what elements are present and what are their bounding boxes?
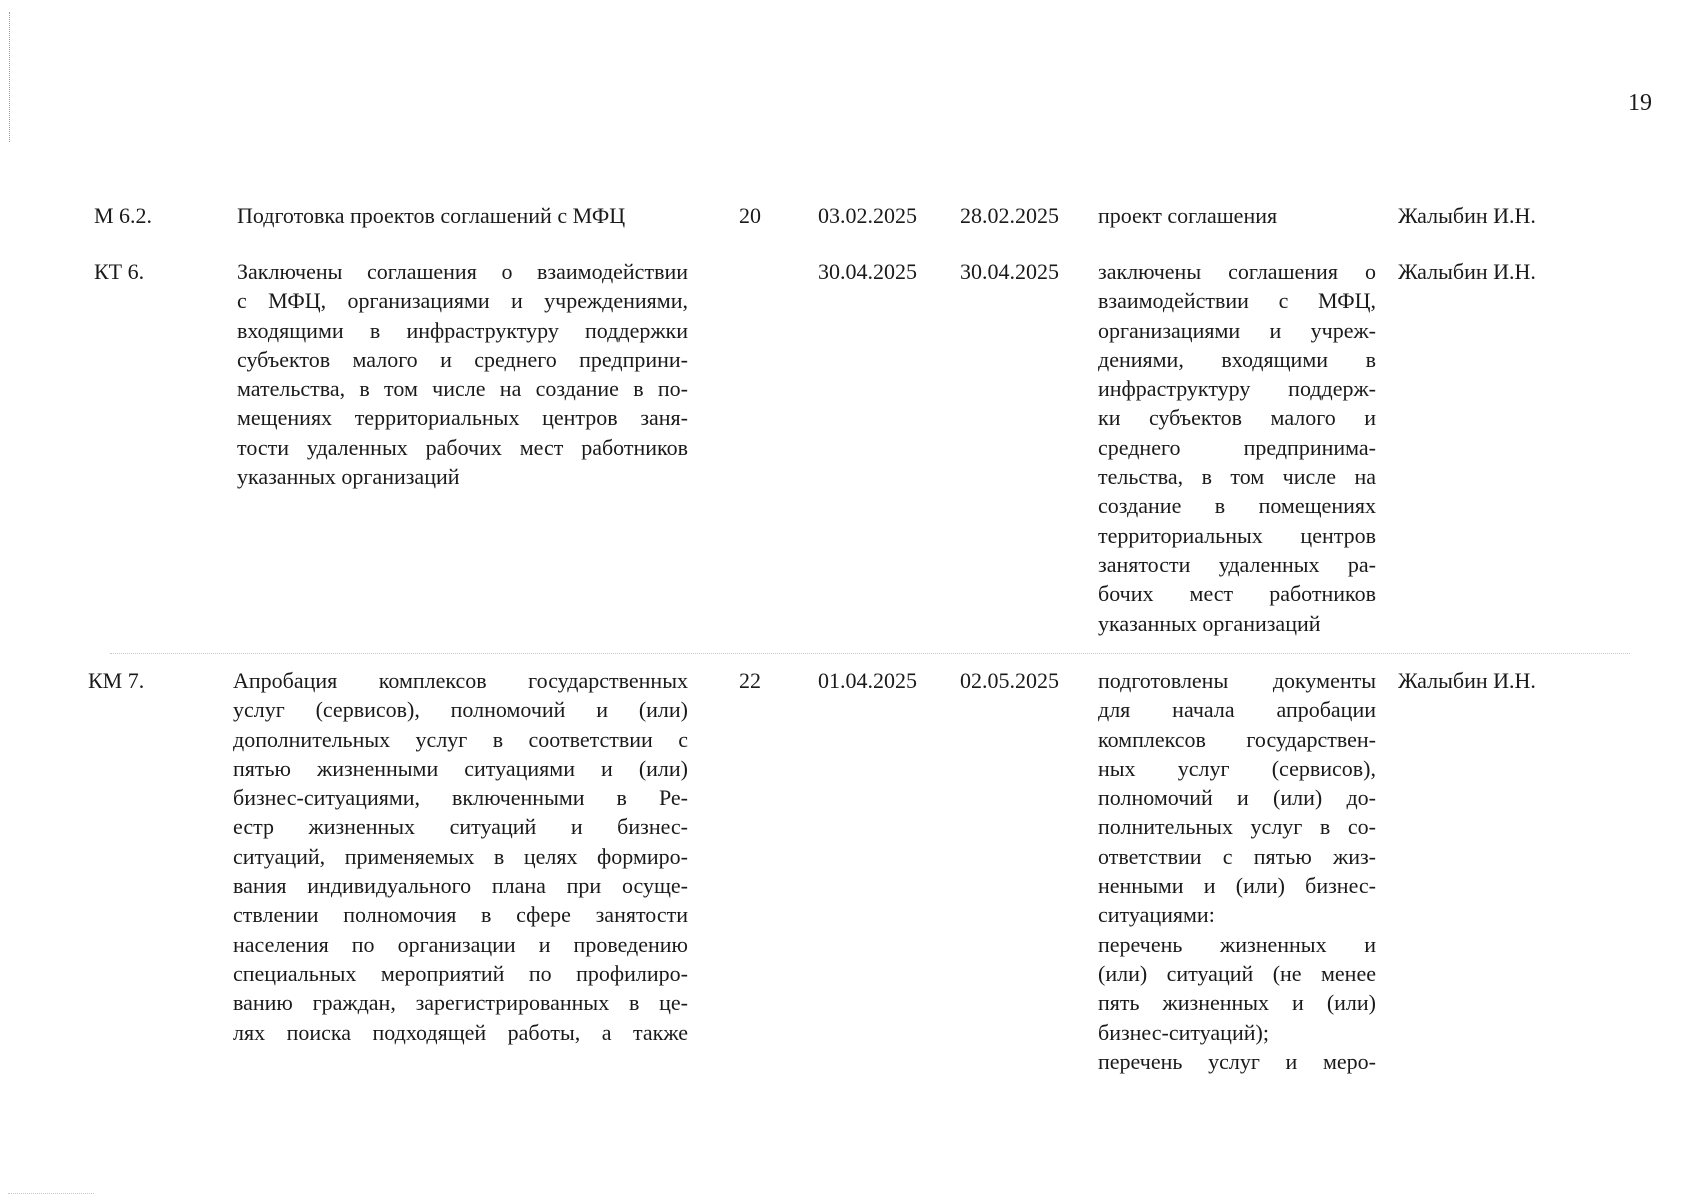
row-result-line: ситуациями: (1098, 902, 1215, 928)
row-end-date: 02.05.2025 (960, 668, 1059, 693)
row-name-line: мещениях территориальных центров заня- (237, 405, 688, 431)
row-divider (110, 653, 1630, 655)
row-result-line: указанных организаций (1098, 610, 1321, 636)
row-result (1098, 201, 1378, 230)
row-result-line: среднего предпринима- (1098, 434, 1376, 460)
row-result-line: организациями и учреж- (1098, 317, 1376, 343)
row-result-line: подготовлены документы (1098, 668, 1376, 693)
row-result-line: взаимодействии с МФЦ, (1098, 288, 1376, 314)
row-result-line: (или) ситуаций (не менее (1098, 960, 1376, 986)
scan-speck (8, 1193, 94, 1195)
row-end-date: 30.04.2025 (960, 259, 1059, 284)
row-result-line: перечень услуг и меро- (1098, 1048, 1376, 1074)
row-result-line: ненными и (или) бизнес- (1098, 873, 1376, 899)
row-name (237, 257, 688, 491)
row-result-line: для начала апробации (1098, 697, 1376, 723)
row-name-line: субъектов малого и среднего предприни- (237, 346, 688, 372)
row-name-line: ванию граждан, зарегистрированных в це- (233, 990, 688, 1016)
row-start-date: 03.02.2025 (818, 203, 917, 228)
row-name-line: услуг (сервисов), полномочий и (или) (233, 697, 688, 723)
row-name (233, 666, 688, 1047)
row-name-line: ситуаций, применяемых в целях формиро- (233, 843, 688, 869)
row-name-line: Апробация комплексов государственных (233, 668, 688, 693)
row-start-date: 30.04.2025 (818, 259, 917, 284)
row-name-line: вания индивидуального плана при осуще- (233, 873, 688, 899)
row-name-line: мательства, в том числе на создание в по- (237, 376, 688, 402)
row-result-line: инфраструктуру поддерж- (1098, 376, 1376, 402)
page-number: 19 (1628, 90, 1652, 116)
row-result-line: полнительных услуг в со- (1098, 814, 1376, 840)
row-result-line: создание в помещениях (1098, 493, 1376, 519)
row-result-line: комплексов государствен- (1098, 726, 1376, 752)
row-name-line: населения по организации и проведению (233, 931, 688, 957)
row-result-line: территориальных центров (1098, 522, 1376, 548)
row-name-line: естр жизненных ситуаций и бизнес- (233, 814, 688, 840)
row-responsible: Жалыбин И.Н. (1398, 668, 1536, 693)
row-result-line: занятости удаленных ра- (1098, 551, 1376, 577)
row-end-date: 28.02.2025 (960, 203, 1059, 228)
row-name-line: бизнес-ситуациями, включенными в Ре- (233, 785, 688, 811)
row-result-line: проект соглашения (1098, 203, 1278, 228)
row-result (1098, 666, 1376, 1076)
row-name-line: ствлении полномочия в сфере занятости (233, 902, 688, 928)
row-name-line: лях поиска подходящей работы, а также (233, 1019, 688, 1045)
row-name-line: тости удаленных рабочих мест работников (237, 434, 688, 460)
row-result-line: полномочий и (или) до- (1098, 785, 1376, 811)
row-name-line: с МФЦ, организациями и учреждениями, (237, 288, 688, 314)
row-name-line: дополнительных услуг в соответствии с (233, 726, 688, 752)
row-name-line: специальных мероприятий по профилиро- (233, 960, 688, 986)
row-responsible: Жалыбин И.Н. (1398, 203, 1536, 228)
row-result-line: пять жизненных и (или) (1098, 990, 1376, 1016)
row-result-line: тельства, в том числе на (1098, 464, 1376, 490)
row-result-line: заключены соглашения о (1098, 259, 1376, 284)
row-name (237, 201, 697, 230)
row-result-line: ки субъектов малого и (1098, 405, 1376, 431)
row-result (1098, 257, 1376, 638)
row-name-line: пятью жизненными ситуациями и (или) (233, 755, 688, 781)
row-name-line: Подготовка проектов соглашений с МФЦ (237, 203, 626, 228)
row-result-line: ответствии с пятью жиз- (1098, 843, 1376, 869)
row-start-date: 01.04.2025 (818, 668, 917, 693)
row-result-line: ных услуг (сервисов), (1098, 755, 1376, 781)
row-name-line: входящими в инфраструктуру поддержки (237, 317, 688, 343)
row-code: М 6.2. (94, 203, 153, 228)
row-name-line: Заключены соглашения о взаимодействии (237, 259, 688, 284)
row-duration: 20 (739, 203, 761, 228)
scan-edge-mark (9, 12, 11, 142)
row-name-line: указанных организаций (237, 464, 460, 490)
row-code: КМ 7. (88, 668, 145, 693)
row-result-line: бизнес-ситуаций); (1098, 1019, 1269, 1045)
row-result-line: бочих мест работников (1098, 581, 1376, 607)
row-code: КТ 6. (94, 259, 145, 284)
row-responsible: Жалыбин И.Н. (1398, 259, 1536, 284)
row-result-line: перечень жизненных и (1098, 931, 1376, 957)
row-result-line: дениями, входящими в (1098, 346, 1376, 372)
row-duration: 22 (739, 668, 761, 693)
